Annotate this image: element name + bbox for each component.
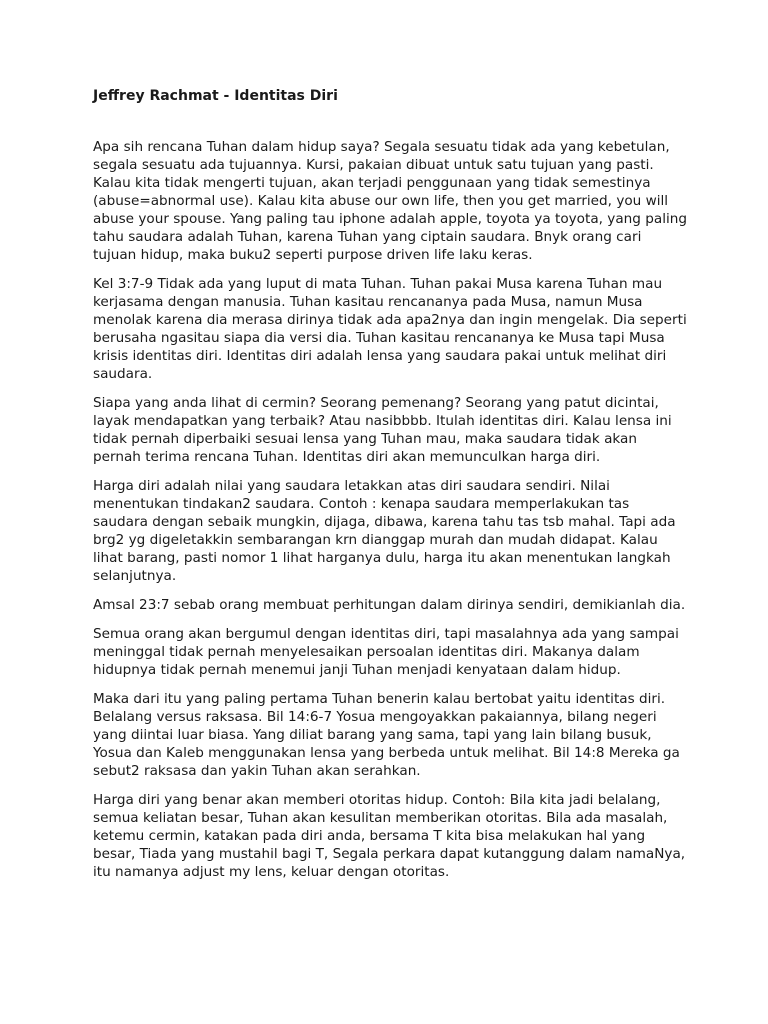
paragraph: Semua orang akan bergumul dengan identitas diri, tapi masalahnya ada yang sampai meninggal tidak pernah menyelesaikan persoalan identitas diri. Makanya dalam hidupnya tidak pernah menemui janji Tuhan menjadi kenyataan dalam hidup. <box>93 626 679 678</box>
paragraph: Apa sih rencana Tuhan dalam hidup saya? Segala sesuatu tidak ada yang kebetulan, segala sesuatu ada tujuannya. Kursi, pakaian dibuat untuk satu tujuan yang pasti. Kalau kita tidak mengerti tujuan, akan terjadi penggunaan yang tidak semestinya (abuse=abnormal use). Kalau kita abuse our own life, then you get married, you will abuse your spouse. Yang paling tau iphone adalah apple, toyota ya toyota, yang paling tahu saudara adalah Tuhan, karena Tuhan yang ciptain saudara. Bnyk orang cari tujuan hidup, maka buku2 seperti purpose driven life laku keras. <box>93 139 687 263</box>
paragraph: Harga diri adalah nilai yang saudara letakkan atas diri saudara sendiri. Nilai menentukan tindakan2 saudara. Contoh : kenapa saudara memperlakukan tas saudara dengan sebaik mungkin, dijaga, dibawa, karena tahu tas tsb mahal. Tapi ada brg2 yg digeletakkin sembarangan krn dianggap murah dan mudah didapat. Kalau lihat barang, pasti nomor 1 lihat harganya dulu, harga itu akan menentukan langkah selanjutnya. <box>93 478 676 584</box>
paragraph: Harga diri yang benar akan memberi otoritas hidup. Contoh: Bila kita jadi belalang, semua keliatan besar, Tuhan akan kesulitan memberikan otoritas. Bila ada masalah, ketemu cermin, katakan pada diri anda, bersama T kita bisa melakukan hal yang besar, Tiada yang mustahil bagi T, Segala perkara dapat kutanggung dalam namaNya, itu namanya adjust my lens, keluar dengan otoritas. <box>93 792 686 880</box>
paragraph: Amsal 23:7 sebab orang membuat perhitungan dalam dirinya sendiri, demikianlah dia. <box>93 597 686 613</box>
paragraph: Siapa yang anda lihat di cermin? Seorang pemenang? Seorang yang patut dicintai, layak mendapatkan yang terbaik? Atau nasibbbb. Itulah identitas diri. Kalau lensa ini tidak pernah diperbaiki sesuai lensa yang Tuhan mau, maka saudara tidak akan pernah terima rencana Tuhan. Identitas diri akan memunculkan harga diri. <box>93 395 672 465</box>
paragraph: Kel 3:7-9 Tidak ada yang luput di mata Tuhan. Tuhan pakai Musa karena Tuhan mau kerjasama dengan manusia. Tuhan kasitau rencananya pada Musa, namun Musa menolak karena dia merasa dirinya tidak ada apa2nya dan ingin mengelak. Dia seperti berusaha ngasitau siapa dia versi dia. Tuhan kasitau rencananya ke Musa tapi Musa krisis identitas diri. Identitas diri adalah lensa yang saudara pakai untuk melihat diri saudara. <box>93 276 687 382</box>
document-title: Jeffrey Rachmat - Identitas Diri <box>93 88 338 104</box>
paragraph: Maka dari itu yang paling pertama Tuhan benerin kalau bertobat yaitu identitas diri. Belalang versus raksasa. Bil 14:6-7 Yosua mengoyakkan pakaiannya, bilang negeri yang diintai luar biasa. Yang diliat barang yang sama, tapi yang lain bilang busuk, Yosua dan Kaleb menggunakan lensa yang berbeda untuk melihat. Bil 14:8 Mereka ga sebut2 raksasa dan yakin Tuhan akan serahkan. <box>93 691 680 779</box>
document-body <box>93 138 688 892</box>
